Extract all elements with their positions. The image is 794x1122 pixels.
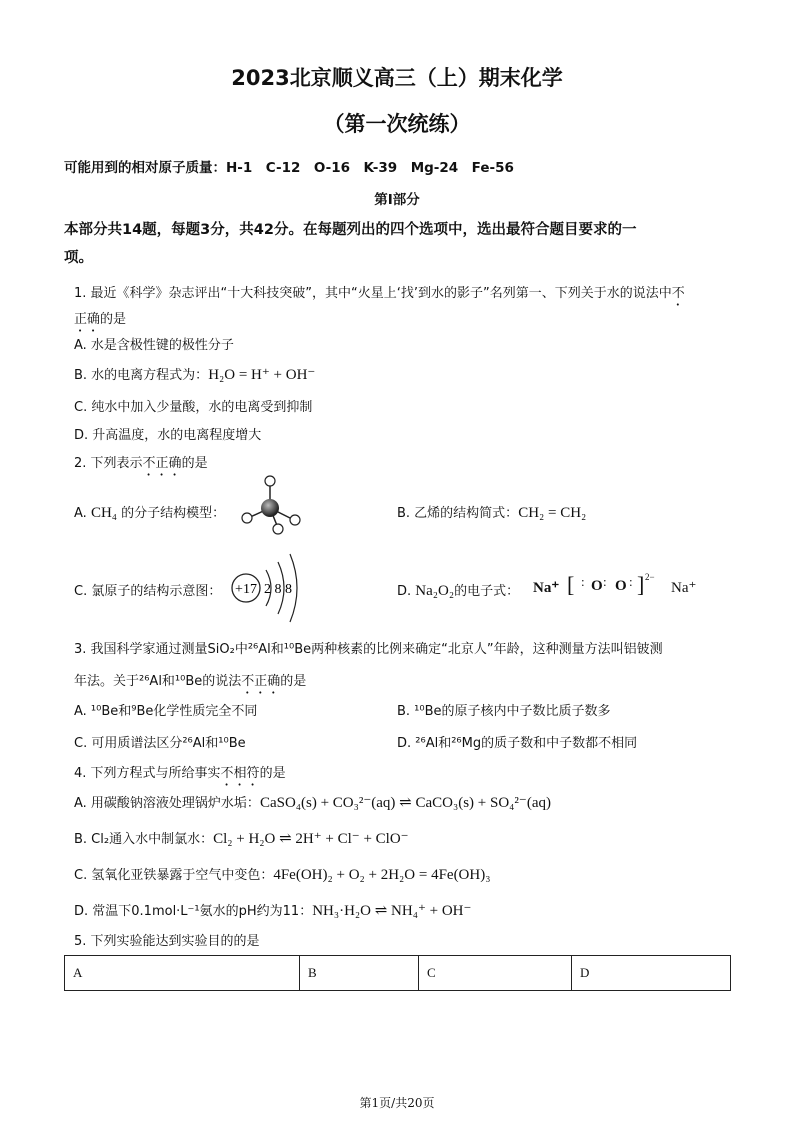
- q1-option-a: A. 水是含极性键的极性分子: [74, 338, 234, 353]
- q1-option-d: D. 升高温度，水的电离程度增大: [74, 428, 262, 443]
- chlorine-atom-diagram-icon: [226, 548, 306, 628]
- q1-option-c: C. 纯水中加入少量酸，水的电离受到抑制: [74, 400, 313, 415]
- part-instructions-line1: 本部分共14题，每题3分，共42分。在每题列出的四个选项中，选出最符合题目要求的一: [64, 222, 637, 238]
- q5-col-a: A: [65, 956, 300, 991]
- q2-option-b: B. 乙烯的结构简式：CH₂ = CH₂: [397, 505, 587, 521]
- q2-option-a: A. CH₄ 的分子结构模型：: [74, 505, 226, 521]
- q1-option-b: B. 水的电离方程式为：H₂O = H⁺ + OH⁻: [74, 367, 316, 383]
- part-instructions-line2: 项。: [64, 250, 93, 266]
- q4-option-a: A. 用碳酸钠溶液处理锅炉水垢：CaSO₄(s) + CO₃²⁻(aq) ⇌ CaCO₃(s) + SO₄²⁻(aq): [74, 795, 551, 811]
- q1-stem-line1: 1. 最近《科学》杂志评出“十大科技突破”，其中“火星上‘找’到水的影子”名列第一、下列关于水的说法中不: [74, 286, 685, 301]
- q4-option-d: D. 常温下0.1mol·L⁻¹氨水的pH约为11：NH₃·H₂O ⇌ NH₄⁺ + OH⁻: [74, 903, 472, 919]
- methane-model-icon: [238, 472, 308, 536]
- q4-stem: 4. 下列方程式与所给事实不相符的是: [74, 766, 286, 781]
- document-subtitle: （第一次统练）: [323, 112, 471, 136]
- q4-option-b: B. Cl₂通入水中制氯水：Cl₂ + H₂O ⇌ 2H⁺ + Cl⁻ + ClO⁻: [74, 831, 409, 847]
- q5-col-c: C: [419, 956, 572, 991]
- q3-stem-line2: 年法。关于²⁶Al和¹⁰Be的说法不正确的是: [74, 674, 307, 689]
- atomic-masses: 可能用到的相对原子质量：H-1 C-12 O-16 K-39 Mg-24 Fe-56: [64, 160, 514, 176]
- chlorine-shell-electrons: 2 8 8: [264, 582, 292, 597]
- q2-option-c: C. 氯原子的结构示意图：: [74, 584, 222, 599]
- q5-stem: 5. 下列实验能达到实验目的的是: [74, 934, 260, 949]
- q3-option-a: A. ¹⁰Be和⁹Be化学性质完全不同: [74, 704, 258, 719]
- q3-option-b: B. ¹⁰Be的原子核内中子数比质子数多: [397, 704, 611, 719]
- document-title: 2023北京顺义高三（上）期末化学: [231, 66, 563, 90]
- q5-col-d: D: [572, 956, 731, 991]
- q1-stem-line2: 正确的是: [74, 312, 127, 327]
- q2-option-d: D. Na₂O₂的电子式：: [397, 583, 520, 599]
- page-footer: 第1页/共20页: [359, 1096, 435, 1110]
- q3-option-d: D. ²⁶Al和²⁶Mg的质子数和中子数都不相同: [397, 736, 638, 751]
- chlorine-nucleus: +17: [235, 582, 257, 597]
- q5-options-table: [64, 955, 731, 991]
- q3-stem-line1: 3. 我国科学家通过测量SiO₂中²⁶Al和¹⁰Be两种核素的比例来确定“北京人”年龄，这种测量方法叫铝铍测: [74, 642, 663, 657]
- part-label: 第I部分: [374, 192, 420, 208]
- q5-col-b: B: [300, 956, 419, 991]
- q2-stem: 2. 下列表示不正确的是: [74, 456, 208, 471]
- q3-option-c: C. 可用质谱法区分²⁶Al和¹⁰Be: [74, 736, 246, 751]
- q4-option-c: C. 氢氧化亚铁暴露于空气中变色：4Fe(OH)₂ + O₂ + 2H₂O = 4Fe(OH)₃: [74, 867, 491, 883]
